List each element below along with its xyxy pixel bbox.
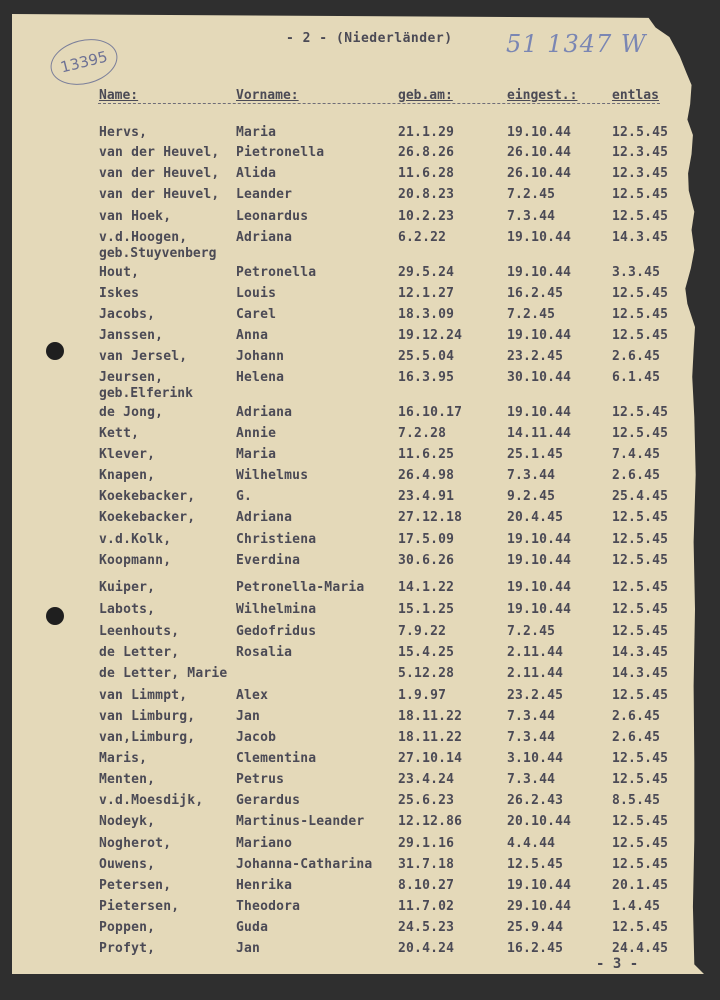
table-row [0, 349, 720, 371]
cell-eingest: 4.4.44 [507, 836, 556, 851]
cell-entl: 6.1.45 [612, 370, 661, 385]
cell-entl: 12.5.45 [612, 532, 669, 547]
cell-name: Janssen, [99, 328, 164, 343]
cell-eingest: 19.10.44 [507, 602, 572, 617]
cell-geb: 25.6.23 [398, 793, 455, 808]
column-vorname: Vorname: [236, 88, 299, 103]
cell-vorname: Maria [236, 447, 277, 462]
cell-geb: 20.4.24 [398, 941, 455, 956]
cell-vorname: Alida [236, 166, 277, 181]
cell-vorname: Henrika [236, 878, 293, 893]
cell-name: Jeursen, [99, 370, 164, 385]
cell-entl: 24.4.45 [612, 941, 669, 956]
header-divider [98, 103, 660, 104]
table-row [0, 370, 720, 401]
table-row [0, 468, 720, 490]
cell-eingest: 19.10.44 [507, 265, 572, 280]
cell-geb: 23.4.91 [398, 489, 455, 504]
cell-name: Hervs, [99, 125, 148, 140]
table-row [0, 447, 720, 469]
cell-vorname: Martinus-Leander [236, 814, 365, 829]
cell-geb: 27.10.14 [398, 751, 463, 766]
cell-eingest: 30.10.44 [507, 370, 572, 385]
cell-birth-name: geb.Elferink [99, 386, 193, 401]
table-row [0, 209, 720, 231]
cell-vorname: Louis [236, 286, 277, 301]
cell-vorname: Gedofridus [236, 624, 317, 639]
cell-entl: 12.5.45 [612, 920, 669, 935]
cell-name: Knapen, [99, 468, 156, 483]
cell-geb: 7.9.22 [398, 624, 447, 639]
cell-eingest: 7.3.44 [507, 468, 556, 483]
cell-vorname: Pietronella [236, 145, 325, 160]
cell-name: Petersen, [99, 878, 172, 893]
cell-entl: 12.5.45 [612, 688, 669, 703]
cell-name: Koopmann, [99, 553, 172, 568]
cell-eingest: 19.10.44 [507, 125, 572, 140]
cell-vorname: Petronella-Maria [236, 580, 365, 595]
cell-name: Koekebacker, [99, 489, 196, 504]
column-entlassen: entlas [612, 88, 659, 103]
cell-vorname: Mariano [236, 836, 293, 851]
table-row [0, 857, 720, 879]
cell-name: van der Heuvel, [99, 187, 220, 202]
cell-vorname: Anna [236, 328, 269, 343]
cell-entl: 14.3.45 [612, 666, 669, 681]
table-row [0, 836, 720, 858]
column-name: Name: [99, 88, 139, 103]
cell-vorname: Johanna-Catharina [236, 857, 373, 872]
cell-geb: 5.12.28 [398, 666, 455, 681]
cell-eingest: 7.2.45 [507, 307, 556, 322]
cell-vorname: Helena [236, 370, 285, 385]
table-row [0, 899, 720, 921]
table-row [0, 489, 720, 511]
table-row [0, 125, 720, 147]
cell-eingest: 29.10.44 [507, 899, 572, 914]
cell-entl: 12.5.45 [612, 328, 669, 343]
cell-entl: 12.5.45 [612, 286, 669, 301]
cell-vorname: Jacob [236, 730, 277, 745]
table-row [0, 920, 720, 942]
cell-eingest: 19.10.44 [507, 532, 572, 547]
cell-eingest: 14.11.44 [507, 426, 572, 441]
cell-geb: 30.6.26 [398, 553, 455, 568]
cell-name: van Limburg, [99, 709, 196, 724]
table-row [0, 730, 720, 752]
cell-entl: 2.6.45 [612, 730, 661, 745]
cell-name: Jacobs, [99, 307, 156, 322]
cell-eingest: 3.10.44 [507, 751, 564, 766]
table-row [0, 265, 720, 287]
cell-name: van Hoek, [99, 209, 172, 224]
column-eingest: eingest.: [507, 88, 578, 103]
handwritten-note: 51 1347 W [506, 30, 647, 58]
cell-eingest: 7.2.45 [507, 624, 556, 639]
archive-stamp: 13395 [46, 32, 123, 91]
cell-entl: 12.3.45 [612, 145, 669, 160]
cell-vorname: Christiena [236, 532, 317, 547]
cell-vorname: Adriana [236, 405, 293, 420]
cell-eingest: 23.2.45 [507, 688, 564, 703]
cell-eingest: 20.4.45 [507, 510, 564, 525]
table-row [0, 230, 720, 261]
cell-eingest: 19.10.44 [507, 328, 572, 343]
cell-entl: 12.5.45 [612, 307, 669, 322]
cell-vorname: Carel [236, 307, 277, 322]
cell-name: de Letter, [99, 645, 180, 660]
cell-vorname: G. [236, 489, 253, 504]
cell-entl: 2.6.45 [612, 349, 661, 364]
cell-vorname: Leonardus [236, 209, 309, 224]
cell-vorname: Jan [236, 709, 261, 724]
cell-vorname: Gerardus [236, 793, 301, 808]
cell-entl: 12.5.45 [612, 836, 669, 851]
table-row [0, 666, 720, 688]
cell-geb: 15.1.25 [398, 602, 455, 617]
cell-vorname: Wilhelmus [236, 468, 309, 483]
cell-geb: 6.2.22 [398, 230, 447, 245]
cell-geb: 17.5.09 [398, 532, 455, 547]
cell-eingest: 7.3.44 [507, 772, 556, 787]
table-row [0, 426, 720, 448]
cell-name: Kuiper, [99, 580, 156, 595]
cell-entl: 12.5.45 [612, 751, 669, 766]
cell-entl: 12.5.45 [612, 624, 669, 639]
cell-eingest: 23.2.45 [507, 349, 564, 364]
cell-name: Hout, [99, 265, 140, 280]
cell-name: Menten, [99, 772, 156, 787]
cell-geb: 24.5.23 [398, 920, 455, 935]
cell-geb: 12.12.86 [398, 814, 463, 829]
cell-entl: 12.5.45 [612, 405, 669, 420]
cell-entl: 1.4.45 [612, 899, 661, 914]
cell-entl: 12.3.45 [612, 166, 669, 181]
cell-name: Kett, [99, 426, 140, 441]
cell-vorname: Petrus [236, 772, 285, 787]
cell-geb: 16.3.95 [398, 370, 455, 385]
cell-name: Ouwens, [99, 857, 156, 872]
cell-vorname: Johann [236, 349, 285, 364]
cell-vorname: Wilhelmina [236, 602, 317, 617]
cell-name: van Jersel, [99, 349, 188, 364]
cell-eingest: 20.10.44 [507, 814, 572, 829]
cell-name: v.d.Hoogen, [99, 230, 188, 245]
table-row [0, 709, 720, 731]
table-row [0, 814, 720, 836]
cell-entl: 14.3.45 [612, 230, 669, 245]
table-row [0, 772, 720, 794]
cell-name: v.d.Moesdijk, [99, 793, 204, 808]
cell-vorname: Leander [236, 187, 293, 202]
cell-entl: 12.5.45 [612, 814, 669, 829]
cell-geb: 26.4.98 [398, 468, 455, 483]
cell-entl: 12.5.45 [612, 187, 669, 202]
table-row [0, 602, 720, 624]
table-row [0, 580, 720, 602]
cell-entl: 2.6.45 [612, 468, 661, 483]
table-row [0, 187, 720, 209]
cell-eingest: 2.11.44 [507, 645, 564, 660]
cell-entl: 12.5.45 [612, 772, 669, 787]
cell-geb: 1.9.97 [398, 688, 447, 703]
cell-name: v.d.Kolk, [99, 532, 172, 547]
cell-geb: 12.1.27 [398, 286, 455, 301]
cell-name: de Letter, Marie [99, 666, 228, 681]
cell-name: van,Limburg, [99, 730, 196, 745]
cell-eingest: 25.9.44 [507, 920, 564, 935]
cell-entl: 12.5.45 [612, 553, 669, 568]
cell-geb: 18.11.22 [398, 730, 463, 745]
cell-name: Nodeyk, [99, 814, 156, 829]
table-row [0, 553, 720, 575]
column-geb: geb.am: [398, 88, 453, 103]
cell-name: Maris, [99, 751, 148, 766]
table-row [0, 793, 720, 815]
cell-name: Poppen, [99, 920, 156, 935]
cell-entl: 12.5.45 [612, 510, 669, 525]
table-row [0, 328, 720, 350]
cell-name: van Limmpt, [99, 688, 188, 703]
cell-geb: 19.12.24 [398, 328, 463, 343]
cell-geb: 26.8.26 [398, 145, 455, 160]
cell-vorname: Annie [236, 426, 277, 441]
cell-name: Iskes [99, 286, 140, 301]
cell-name: Klever, [99, 447, 156, 462]
cell-eingest: 19.10.44 [507, 230, 572, 245]
cell-eingest: 19.10.44 [507, 878, 572, 893]
cell-eingest: 26.2.43 [507, 793, 564, 808]
table-row [0, 510, 720, 532]
cell-vorname: Adriana [236, 510, 293, 525]
cell-vorname: Clementina [236, 751, 317, 766]
cell-geb: 8.10.27 [398, 878, 455, 893]
cell-geb: 11.7.02 [398, 899, 455, 914]
cell-eingest: 19.10.44 [507, 405, 572, 420]
cell-eingest: 7.3.44 [507, 730, 556, 745]
cell-name: Koekebacker, [99, 510, 196, 525]
cell-entl: 12.5.45 [612, 580, 669, 595]
cell-geb: 14.1.22 [398, 580, 455, 595]
cell-entl: 12.5.45 [612, 426, 669, 441]
cell-eingest: 2.11.44 [507, 666, 564, 681]
cell-eingest: 9.2.45 [507, 489, 556, 504]
cell-name: de Jong, [99, 405, 164, 420]
cell-vorname: Adriana [236, 230, 293, 245]
page-title: - 2 - (Niederländer) [286, 31, 453, 46]
cell-geb: 7.2.28 [398, 426, 447, 441]
cell-vorname: Maria [236, 125, 277, 140]
cell-entl: 20.1.45 [612, 878, 669, 893]
cell-geb: 15.4.25 [398, 645, 455, 660]
cell-geb: 10.2.23 [398, 209, 455, 224]
cell-entl: 12.5.45 [612, 125, 669, 140]
cell-vorname: Guda [236, 920, 269, 935]
cell-geb: 21.1.29 [398, 125, 455, 140]
table-row [0, 751, 720, 773]
cell-vorname: Alex [236, 688, 269, 703]
cell-geb: 16.10.17 [398, 405, 463, 420]
table-row [0, 166, 720, 188]
cell-geb: 27.12.18 [398, 510, 463, 525]
cell-entl: 8.5.45 [612, 793, 661, 808]
cell-name: Leenhouts, [99, 624, 180, 639]
cell-name: van der Heuvel, [99, 145, 220, 160]
table-row [0, 624, 720, 646]
cell-vorname: Everdina [236, 553, 301, 568]
cell-eingest: 26.10.44 [507, 166, 572, 181]
cell-eingest: 19.10.44 [507, 553, 572, 568]
cell-geb: 23.4.24 [398, 772, 455, 787]
cell-eingest: 16.2.45 [507, 941, 564, 956]
table-row [0, 532, 720, 554]
cell-vorname: Jan [236, 941, 261, 956]
cell-entl: 14.3.45 [612, 645, 669, 660]
cell-eingest: 12.5.45 [507, 857, 564, 872]
cell-birth-name: geb.Stuyvenberg [99, 246, 217, 261]
cell-name: Profyt, [99, 941, 156, 956]
table-row [0, 286, 720, 308]
cell-name: Pietersen, [99, 899, 180, 914]
cell-entl: 25.4.45 [612, 489, 669, 504]
cell-name: Labots, [99, 602, 156, 617]
cell-eingest: 7.2.45 [507, 187, 556, 202]
cell-eingest: 19.10.44 [507, 580, 572, 595]
cell-eingest: 7.3.44 [507, 709, 556, 724]
table-row [0, 307, 720, 329]
table-row [0, 145, 720, 167]
cell-vorname: Rosalia [236, 645, 293, 660]
cell-geb: 18.11.22 [398, 709, 463, 724]
cell-entl: 2.6.45 [612, 709, 661, 724]
cell-eingest: 7.3.44 [507, 209, 556, 224]
cell-geb: 25.5.04 [398, 349, 455, 364]
cell-geb: 11.6.28 [398, 166, 455, 181]
cell-geb: 29.5.24 [398, 265, 455, 280]
next-page-marker: - 3 - [596, 956, 639, 972]
cell-name: van der Heuvel, [99, 166, 220, 181]
cell-geb: 20.8.23 [398, 187, 455, 202]
cell-entl: 12.5.45 [612, 857, 669, 872]
cell-entl: 12.5.45 [612, 209, 669, 224]
cell-eingest: 25.1.45 [507, 447, 564, 462]
table-row [0, 405, 720, 427]
cell-vorname: Theodora [236, 899, 301, 914]
cell-entl: 3.3.45 [612, 265, 661, 280]
cell-geb: 29.1.16 [398, 836, 455, 851]
cell-name: Nogherot, [99, 836, 172, 851]
cell-eingest: 26.10.44 [507, 145, 572, 160]
cell-eingest: 16.2.45 [507, 286, 564, 301]
cell-entl: 7.4.45 [612, 447, 661, 462]
cell-geb: 31.7.18 [398, 857, 455, 872]
table-row [0, 645, 720, 667]
cell-entl: 12.5.45 [612, 602, 669, 617]
cell-vorname: Petronella [236, 265, 317, 280]
cell-geb: 18.3.09 [398, 307, 455, 322]
table-row [0, 688, 720, 710]
cell-geb: 11.6.25 [398, 447, 455, 462]
table-row [0, 878, 720, 900]
